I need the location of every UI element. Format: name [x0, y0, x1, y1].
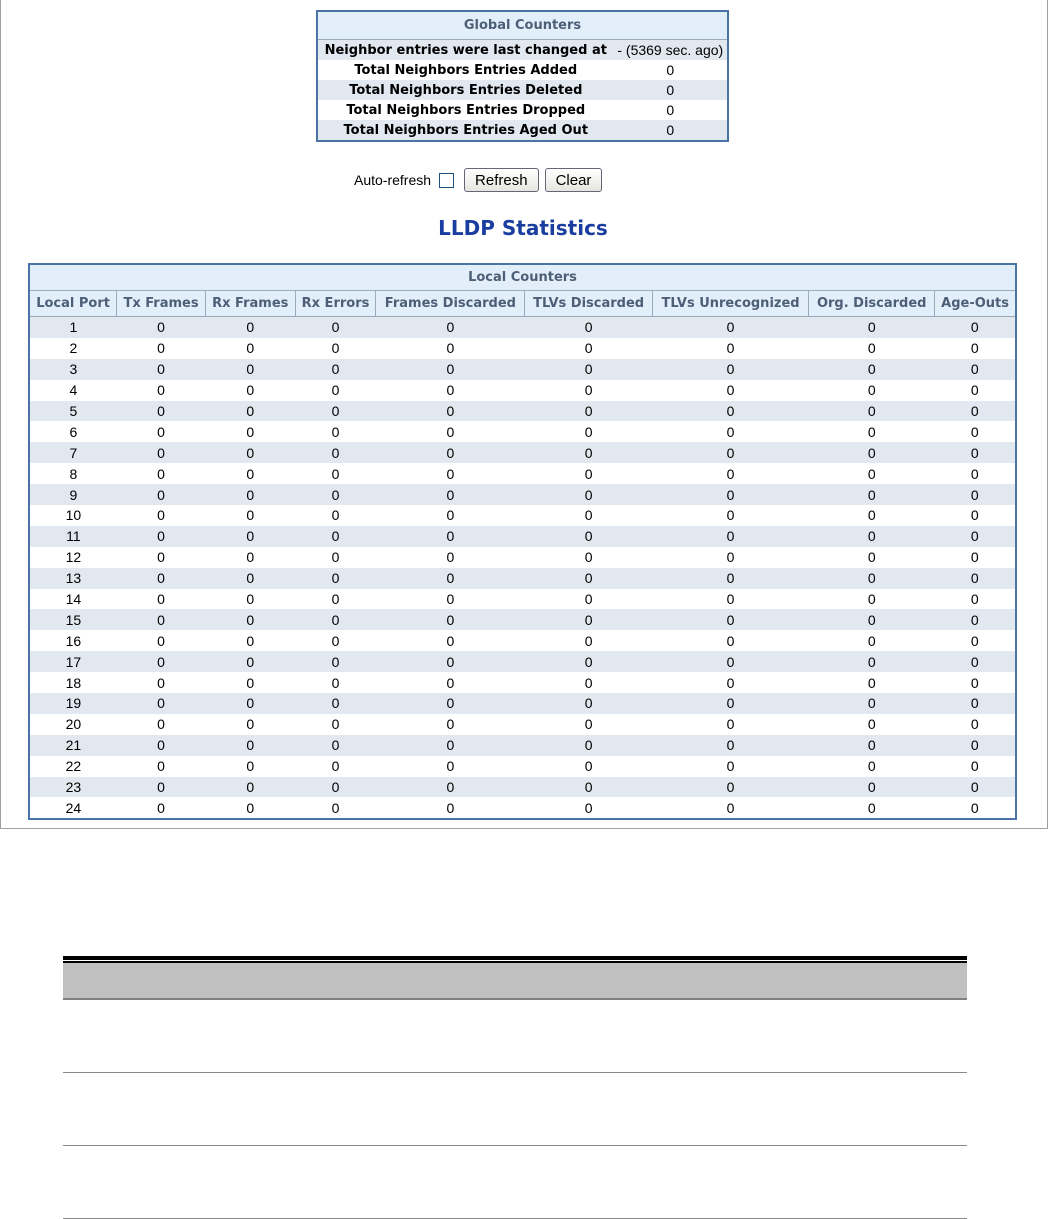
table-cell: 0	[970, 549, 979, 566]
table-row	[29, 589, 1016, 610]
global-counter-row	[317, 60, 728, 80]
table-row	[29, 338, 1016, 359]
counter-label: Total Neighbors Entries Added	[354, 62, 578, 78]
table-row	[29, 380, 1016, 401]
table-cell: 0	[726, 674, 735, 691]
table-cell: 0	[331, 361, 340, 378]
table-cell: 0	[970, 737, 979, 754]
auto-refresh-label: Auto-refresh	[354, 172, 432, 188]
table-cell: 0	[726, 444, 735, 461]
table-cell: 0	[246, 779, 255, 796]
table-cell: 0	[246, 632, 255, 649]
table-cell: 0	[157, 779, 165, 796]
table-cell: 0	[331, 695, 340, 712]
table-cell: 0	[970, 340, 979, 357]
table-row	[29, 672, 1016, 693]
counter-label: Total Neighbors Entries Deleted	[349, 82, 583, 98]
global-counter-row	[317, 120, 728, 141]
table-cell: 0	[331, 444, 340, 461]
document-table-row	[63, 1000, 967, 1073]
table-cell: 0	[157, 465, 165, 482]
table-cell: 0	[331, 716, 340, 733]
table-cell: 0	[446, 444, 455, 461]
table-cell: 0	[584, 695, 593, 712]
table-cell: 0	[970, 570, 979, 587]
table-cell: 0	[584, 549, 593, 566]
table-cell: 5	[69, 403, 78, 419]
table-cell: 23	[65, 779, 82, 796]
table-cell: 0	[584, 382, 593, 399]
table-cell: 0	[157, 528, 165, 545]
table-row	[29, 526, 1016, 547]
table-cell: 0	[246, 403, 255, 419]
table-cell: 0	[584, 653, 593, 670]
table-cell: 0	[331, 382, 340, 399]
table-cell: 0	[446, 758, 455, 775]
table-cell: 0	[331, 591, 340, 608]
table-cell: 0	[970, 423, 979, 440]
table-cell: 19	[65, 695, 82, 712]
counter-label: Neighbor entries were last changed at	[324, 42, 607, 58]
table-cell: 0	[584, 799, 593, 816]
table-cell: 0	[970, 403, 979, 419]
table-cell: 0	[867, 528, 876, 545]
table-cell: 7	[69, 444, 78, 461]
table-cell: 0	[157, 444, 165, 461]
table-cell: 0	[726, 319, 735, 336]
counter-value: 0	[666, 102, 675, 118]
table-cell: 0	[726, 611, 735, 628]
table-row	[29, 547, 1016, 568]
table-cell: 0	[246, 716, 255, 733]
table-cell: 6	[69, 423, 78, 440]
table-cell: 0	[446, 340, 455, 357]
table-cell: 0	[246, 695, 255, 712]
table-cell: 0	[446, 611, 455, 628]
table-cell: 0	[867, 465, 876, 482]
table-cell: 0	[246, 340, 255, 357]
table-cell: 0	[331, 528, 340, 545]
table-cell: 0	[331, 799, 340, 816]
table-cell: 0	[867, 653, 876, 670]
table-cell: 0	[726, 653, 735, 670]
table-cell: 0	[970, 653, 979, 670]
global-counter-row	[317, 100, 728, 120]
table-cell: 0	[331, 653, 340, 670]
table-cell: 0	[331, 737, 340, 754]
table-cell: 0	[446, 465, 455, 482]
table-cell: 0	[584, 444, 593, 461]
table-cell: 0	[246, 319, 255, 336]
table-row	[29, 484, 1016, 505]
global-counters-table	[316, 10, 729, 142]
column-header: Org. Discarded	[809, 291, 935, 317]
table-cell: 0	[726, 695, 735, 712]
table-row	[29, 797, 1016, 819]
table-cell: 0	[726, 403, 735, 419]
table-cell: 2	[69, 340, 78, 357]
table-cell: 14	[65, 591, 82, 608]
document-table-header	[63, 963, 967, 1000]
table-cell: 0	[157, 486, 165, 503]
table-cell: 0	[867, 695, 876, 712]
global-counter-row	[317, 80, 728, 100]
table-cell: 0	[867, 632, 876, 649]
table-cell: 0	[331, 779, 340, 796]
table-cell: 0	[584, 591, 593, 608]
table-cell: 0	[331, 507, 340, 524]
table-cell: 0	[726, 507, 735, 524]
table-cell: 0	[246, 737, 255, 754]
column-header: Frames Discarded	[376, 291, 525, 317]
counter-value: 0	[666, 62, 675, 78]
table-row	[29, 651, 1016, 672]
table-cell: 0	[584, 632, 593, 649]
table-cell: 13	[65, 570, 82, 587]
table-cell: 0	[584, 340, 593, 357]
table-cell: 0	[970, 799, 979, 816]
table-cell: 0	[331, 403, 340, 419]
table-cell: 0	[726, 361, 735, 378]
table-cell: 0	[970, 444, 979, 461]
table-row	[29, 714, 1016, 735]
table-row	[29, 401, 1016, 422]
table-cell: 0	[584, 486, 593, 503]
table-cell: 0	[584, 570, 593, 587]
table-cell: 0	[584, 737, 593, 754]
table-cell: 0	[446, 716, 455, 733]
table-cell: 0	[867, 507, 876, 524]
table-cell: 0	[970, 382, 979, 399]
table-cell: 0	[970, 528, 979, 545]
table-cell: 0	[584, 716, 593, 733]
table-cell: 17	[65, 653, 82, 670]
table-cell: 0	[584, 528, 593, 545]
table-cell: 0	[446, 403, 455, 419]
table-cell: 4	[69, 382, 78, 399]
table-cell: 0	[157, 319, 165, 336]
table-cell: 0	[246, 444, 255, 461]
document-table	[63, 956, 967, 1219]
table-cell: 0	[246, 423, 255, 440]
table-cell: 0	[867, 486, 876, 503]
table-cell: 0	[157, 361, 165, 378]
table-cell: 0	[970, 695, 979, 712]
table-cell: 0	[726, 528, 735, 545]
document-table-row	[63, 1073, 967, 1146]
column-header: Rx Errors	[295, 291, 376, 317]
table-cell: 0	[970, 465, 979, 482]
table-cell: 0	[246, 674, 255, 691]
table-cell: 0	[246, 653, 255, 670]
table-cell: 0	[246, 507, 255, 524]
table-cell: 0	[726, 591, 735, 608]
table-cell: 0	[331, 340, 340, 357]
table-cell: 0	[867, 549, 876, 566]
table-row	[29, 317, 1016, 338]
table-cell: 0	[867, 674, 876, 691]
table-cell: 0	[157, 716, 165, 733]
refresh-controls	[354, 168, 602, 192]
document-table-row	[63, 1146, 967, 1219]
column-header: Rx Frames	[205, 291, 295, 317]
table-cell: 22	[65, 758, 82, 775]
table-cell: 0	[867, 340, 876, 357]
table-cell: 0	[331, 632, 340, 649]
table-cell: 0	[157, 674, 165, 691]
table-cell: 0	[246, 382, 255, 399]
local-counters-title: Local Counters	[29, 264, 1016, 291]
table-cell: 0	[157, 403, 165, 419]
table-cell: 0	[867, 570, 876, 587]
table-cell: 0	[446, 570, 455, 587]
table-cell: 0	[970, 361, 979, 378]
table-cell: 0	[246, 611, 255, 628]
table-cell: 0	[867, 799, 876, 816]
table-cell: 0	[726, 570, 735, 587]
table-cell: 0	[726, 423, 735, 440]
table-cell: 0	[157, 695, 165, 712]
table-cell: 0	[584, 674, 593, 691]
table-cell: 0	[867, 758, 876, 775]
table-cell: 0	[970, 716, 979, 733]
table-cell: 0	[867, 319, 876, 336]
counter-value: - (5369 sec. ago)	[617, 42, 724, 58]
table-cell: 0	[970, 319, 979, 336]
table-row	[29, 735, 1016, 756]
table-cell: 21	[65, 737, 82, 754]
table-row	[29, 777, 1016, 798]
refresh-button[interactable]: Refresh	[464, 168, 539, 192]
table-cell: 0	[970, 758, 979, 775]
table-row	[29, 505, 1016, 526]
table-cell: 24	[65, 799, 82, 816]
column-header: TLVs Discarded	[525, 291, 652, 317]
table-cell: 0	[584, 403, 593, 419]
table-cell: 0	[157, 611, 165, 628]
table-cell: 0	[867, 737, 876, 754]
table-cell: 0	[157, 340, 165, 357]
table-cell: 0	[157, 737, 165, 754]
table-cell: 0	[246, 465, 255, 482]
table-cell: 0	[584, 319, 593, 336]
table-cell: 0	[446, 737, 455, 754]
table-cell: 0	[584, 423, 593, 440]
table-cell: 0	[867, 423, 876, 440]
table-cell: 11	[66, 528, 81, 545]
auto-refresh-checkbox[interactable]	[439, 173, 454, 188]
table-cell: 0	[446, 779, 455, 796]
table-cell: 1	[69, 319, 78, 336]
table-cell: 0	[331, 674, 340, 691]
table-cell: 0	[726, 465, 735, 482]
table-cell: 0	[246, 528, 255, 545]
table-cell: 0	[867, 403, 876, 419]
table-cell: 0	[584, 611, 593, 628]
table-cell: 0	[867, 591, 876, 608]
table-cell: 0	[584, 779, 593, 796]
column-header: TLVs Unrecognized	[652, 291, 809, 317]
table-row	[29, 756, 1016, 777]
table-cell: 0	[584, 758, 593, 775]
table-cell: 16	[65, 632, 82, 649]
table-cell: 0	[867, 444, 876, 461]
table-cell: 0	[584, 465, 593, 482]
table-cell: 0	[970, 591, 979, 608]
table-cell: 0	[331, 423, 340, 440]
table-row	[29, 421, 1016, 442]
table-cell: 0	[970, 674, 979, 691]
column-header: Local Port	[29, 291, 117, 317]
table-cell: 0	[157, 591, 165, 608]
table-cell: 0	[157, 758, 165, 775]
table-cell: 0	[157, 382, 165, 399]
table-cell: 0	[726, 737, 735, 754]
table-cell: 8	[69, 465, 78, 482]
table-cell: 0	[726, 486, 735, 503]
column-header: Age-Outs	[935, 291, 1016, 317]
table-cell: 0	[246, 570, 255, 587]
table-cell: 0	[726, 340, 735, 357]
table-cell: 0	[867, 382, 876, 399]
counter-label: Total Neighbors Entries Dropped	[346, 102, 586, 118]
table-cell: 0	[446, 799, 455, 816]
table-cell: 15	[65, 611, 82, 628]
table-cell: 20	[65, 716, 82, 733]
table-cell: 0	[726, 382, 735, 399]
table-cell: 10	[65, 507, 82, 524]
table-cell: 0	[584, 361, 593, 378]
table-cell: 0	[446, 423, 455, 440]
table-cell: 0	[331, 319, 340, 336]
table-cell: 0	[157, 632, 165, 649]
table-cell: 12	[65, 549, 82, 566]
global-counter-row	[317, 40, 728, 61]
table-cell: 0	[970, 632, 979, 649]
table-cell: 0	[726, 758, 735, 775]
table-cell: 0	[246, 591, 255, 608]
table-row	[29, 359, 1016, 380]
counter-value: 0	[666, 82, 675, 98]
table-cell: 0	[867, 361, 876, 378]
table-cell: 18	[65, 674, 82, 691]
table-cell: 0	[331, 570, 340, 587]
table-cell: 0	[157, 799, 165, 816]
table-cell: 0	[726, 779, 735, 796]
table-cell: 0	[446, 632, 455, 649]
clear-button[interactable]: Clear	[545, 168, 603, 192]
table-cell: 0	[157, 570, 165, 587]
table-cell: 0	[446, 674, 455, 691]
global-counters-title: Global Counters	[317, 11, 728, 40]
table-cell: 0	[446, 653, 455, 670]
table-cell: 0	[446, 695, 455, 712]
table-cell: 0	[867, 779, 876, 796]
table-cell: 0	[446, 549, 455, 566]
table-row	[29, 463, 1016, 484]
table-cell: 0	[446, 319, 455, 336]
counter-label: Total Neighbors Entries Aged Out	[343, 122, 589, 138]
table-cell: 0	[446, 361, 455, 378]
table-cell: 0	[726, 799, 735, 816]
table-cell: 0	[246, 486, 255, 503]
table-cell: 0	[157, 653, 165, 670]
table-cell: 0	[157, 507, 165, 524]
table-cell: 0	[246, 799, 255, 816]
table-cell: 0	[726, 549, 735, 566]
table-row	[29, 609, 1016, 630]
table-cell: 0	[970, 779, 979, 796]
table-cell: 0	[246, 361, 255, 378]
table-cell: 0	[331, 465, 340, 482]
table-cell: 0	[584, 507, 593, 524]
table-cell: 0	[970, 486, 979, 503]
table-cell: 0	[446, 528, 455, 545]
table-row	[29, 693, 1016, 714]
table-cell: 0	[970, 507, 979, 524]
divider	[63, 956, 967, 960]
table-cell: 0	[446, 507, 455, 524]
table-cell: 0	[157, 549, 165, 566]
page-title: LLDP Statistics	[438, 216, 608, 240]
table-cell: 0	[726, 632, 735, 649]
table-cell: 0	[246, 758, 255, 775]
table-cell: 0	[157, 423, 165, 440]
column-header: Tx Frames	[117, 291, 206, 317]
table-row	[29, 442, 1016, 463]
table-cell: 0	[331, 611, 340, 628]
table-cell: 0	[446, 382, 455, 399]
table-cell: 0	[246, 549, 255, 566]
table-cell: 0	[867, 716, 876, 733]
table-cell: 3	[69, 361, 78, 378]
table-row	[29, 630, 1016, 651]
table-row	[29, 568, 1016, 589]
table-cell: 0	[726, 716, 735, 733]
table-cell: 9	[69, 486, 78, 503]
table-cell: 0	[331, 486, 340, 503]
counter-value: 0	[666, 122, 675, 138]
table-cell: 0	[331, 758, 340, 775]
table-cell: 0	[970, 611, 979, 628]
local-counters-table	[28, 263, 1017, 820]
table-cell: 0	[446, 486, 455, 503]
table-cell: 0	[331, 549, 340, 566]
table-cell: 0	[867, 611, 876, 628]
table-cell: 0	[446, 591, 455, 608]
